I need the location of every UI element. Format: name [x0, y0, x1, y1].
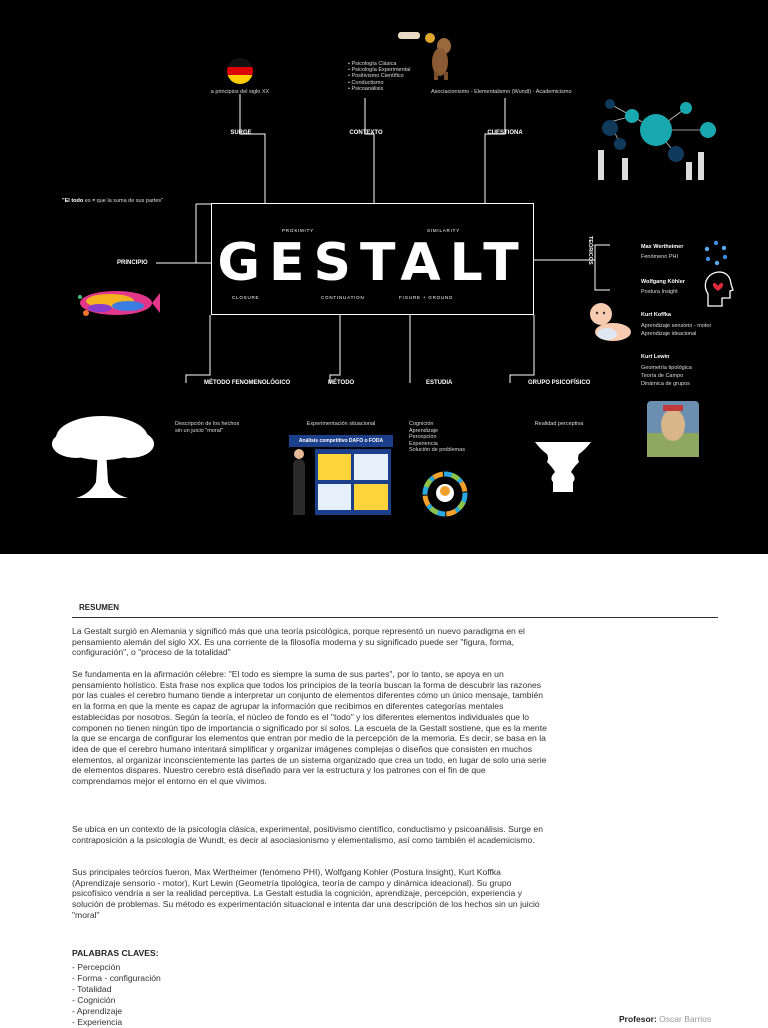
professor-name: Oscar Barrios: [659, 1014, 712, 1024]
gestalt-title-box: [211, 203, 534, 315]
keyword-item: - Experiencia: [72, 1017, 123, 1027]
baby-icon: [583, 300, 633, 344]
theorist-detail: Geometría tipológica: [641, 365, 692, 371]
resumen-title: RESUMEN: [79, 603, 120, 612]
surreal-painting-icon: [645, 399, 701, 459]
theorist-detail: Teoría de Campo: [641, 373, 684, 379]
colorful-fish-icon: [72, 283, 160, 325]
estudia-item: Percepción: [409, 434, 437, 440]
teoricos-label: TEÓRICOS: [587, 236, 593, 265]
tree-silhouette-icon: [46, 410, 158, 500]
head-heart-icon: [702, 270, 734, 308]
keywords-list: [72, 962, 161, 1028]
contexto-item: • Psicoanálisis: [348, 85, 384, 92]
detail-line: Descripción de los hechos: [175, 421, 240, 427]
principle-continuation: CONTINUATION: [321, 295, 365, 300]
metodo-fen-label: MÉTODO FENOMENOLÓGICO: [204, 380, 291, 386]
principle-proximity: PROXIMITY: [282, 228, 314, 233]
surge-detail: a principios del siglo XX: [210, 89, 270, 95]
theorist-detail: Dinámica de grupos: [641, 381, 690, 387]
principle-closure: CLOSURE: [232, 295, 260, 300]
principle-figure-ground: FIGURE + GROUND: [399, 295, 454, 300]
dafo-title: Análisis competitivo DAFO o FODA: [289, 435, 393, 447]
metodo-detail: Experimentación situacional: [306, 421, 376, 427]
keyword-item: - Forma - configuración: [72, 973, 161, 983]
metodo-fen-detail: [175, 421, 239, 434]
theorist-name: Wolfgang Köhler: [641, 279, 685, 285]
keywords-title: PALABRAS CLAVES:: [72, 948, 159, 958]
quote-rest-text: es ≠ que la suma de sus partes": [84, 198, 164, 204]
principio-quote: [62, 198, 163, 205]
grupo-label: GRUPO PSICOFÍSICO: [528, 380, 591, 386]
professor-credit: [619, 1014, 711, 1024]
contexto-label: CONTEXTO: [349, 130, 383, 136]
keyword-item: - Aprendizaje: [72, 1006, 123, 1016]
estudia-items: [409, 421, 465, 454]
surge-label: SURGE: [230, 130, 252, 136]
cuestiona-detail: Asociacionismo - Elementalismo (Wundt) - Academicismo: [431, 89, 572, 95]
businessman-head-icon: [294, 449, 304, 459]
brain-cycle-icon: [418, 467, 472, 521]
businessman-icon: [293, 459, 305, 515]
theorist-detail: Aprendizaje ideacional: [641, 331, 697, 337]
resumen-document: [0, 554, 768, 1027]
resumen-paragraph: Se ubica en un contexto de la psicología clásica, experimental, positivismo científico, conductismo y psicoanálisis. Surge en contraposición a la psicología de Wundt, es decir al asociasionismo y elementalismo, así como también el academicismo.: [72, 824, 543, 845]
germany-flag-icon: [227, 58, 253, 84]
divider: [72, 617, 718, 618]
theorist-name: Max Wertheimer: [641, 244, 684, 250]
keyword-item: - Totalidad: [72, 984, 112, 994]
grupo-detail: Realidad perceptiva: [534, 421, 584, 427]
contexto-item: • Positivismo Científico: [348, 73, 404, 80]
theorist-name: Kurt Koffka: [641, 312, 671, 318]
vase-faces-icon: [533, 440, 593, 496]
keyword-item: - Cognición: [72, 995, 116, 1005]
theorist-name: Kurt Lewin: [641, 354, 670, 360]
phi-dots-icon: [703, 240, 729, 266]
estudia-item: Solución de problemas: [409, 447, 465, 453]
principio-label: PRINCIPIO: [117, 260, 148, 266]
estudia-label: ESTUDIA: [426, 380, 453, 386]
principle-similarity: SIMILARITY: [427, 228, 461, 233]
gestalt-title: GESTALT: [217, 233, 528, 293]
cuestiona-label: CUESTIONA: [487, 130, 523, 136]
resumen-paragraph: La Gestalt surgió en Alemania y significó más que una teoría psicológica, porque representó un nuevo paradigma en el pensamiento alemán del siglo XX. Es una corriente de la filosofía moderna y su significado puede ser "figura, forma, configuración", o "proceso de la totalidad": [72, 626, 525, 658]
estudia-item: Aprendizaje: [409, 427, 439, 434]
contexto-item: • Conductismo: [348, 79, 384, 86]
estudia-item: Experiencia: [409, 440, 438, 447]
resumen-paragraph: Se fundamenta en la afirmación célebre: "El todo es siempre la suma de sus partes", por lo tanto, se apoya en un pensamiento holístico. Esta frase nos explica que todos los principios de la teoría buscan la forma de descubrir las razones por las cuales el cerebro humano tiende a interpretar un conjunto de elementos diferentes cómo un único mensaje, también en la forma en que la mente es capaz de agrupar la información que recibimos en diferentes categorías mentales establecidas por nosotros. Según la teoría, el núcleo de fondo es el "todo" y los diferentes elementos individuales que lo componen no tienen ningún tipo de importancia o significado por sí solos. La escuela de la Gestalt sostiene, que es la mente la que se encarga de configurar los elementos que entran por medio de la percepción de la memoria. Es decir, se basa en la idea de que el cerebro humano intentará simplificar y organizar imágenes complejas o diseños que consisten en muchos elementos, al organizar inconscientemente las partes de un sistema organizado que crea un todo, en lugar de solo una serie de elementos dispares. Nuestro cerebro está diseñado para ver la estructura y los patrones con el fin de que comprendamos mejor el entorno en el que vivimos.: [72, 669, 547, 787]
theorist-detail: Fenómeno PHI: [641, 254, 678, 260]
theorist-detail: Postura Insight: [641, 289, 678, 295]
dafo-chart-image: [289, 435, 393, 517]
contexto-item: • Psicología Clásica: [348, 61, 397, 67]
metodo-label: MÉTODO: [328, 380, 355, 386]
detail-line: sin un juicio "moral": [175, 427, 223, 434]
professor-label: Profesor:: [619, 1014, 657, 1024]
estudia-item: Cognición: [409, 421, 434, 427]
contexto-item: • Psicología Experimental: [348, 67, 411, 74]
quote-bold-text: "El todo: [62, 198, 84, 204]
network-people-icon: [590, 92, 720, 187]
keyword-item: - Percepción: [72, 962, 121, 972]
dafo-grid: [315, 449, 391, 515]
theorist-detail: Aprendizaje sensorio - motor: [641, 323, 712, 329]
contexto-items: [348, 61, 410, 92]
resumen-paragraph: Sus principales teórcios fueron, Max Wertheimer (fenómeno PHI), Wolfgang Kohler (Postura Insight), Kurt Koffka (Aprendizaje sensorio - motor), Kurt Lewin (Geometría tipológica, teoría de campo y dinámica ideacional). Su grupo psicofísico vendría a ser la realidad perceptiva. La Gestalt estudia la cognición, aprendizaje, percepción, experiencia y solución de problemas. Su método es experimentación situacional e intenta dar una descripción de los hechos sin un juicio "moral": [72, 867, 540, 920]
